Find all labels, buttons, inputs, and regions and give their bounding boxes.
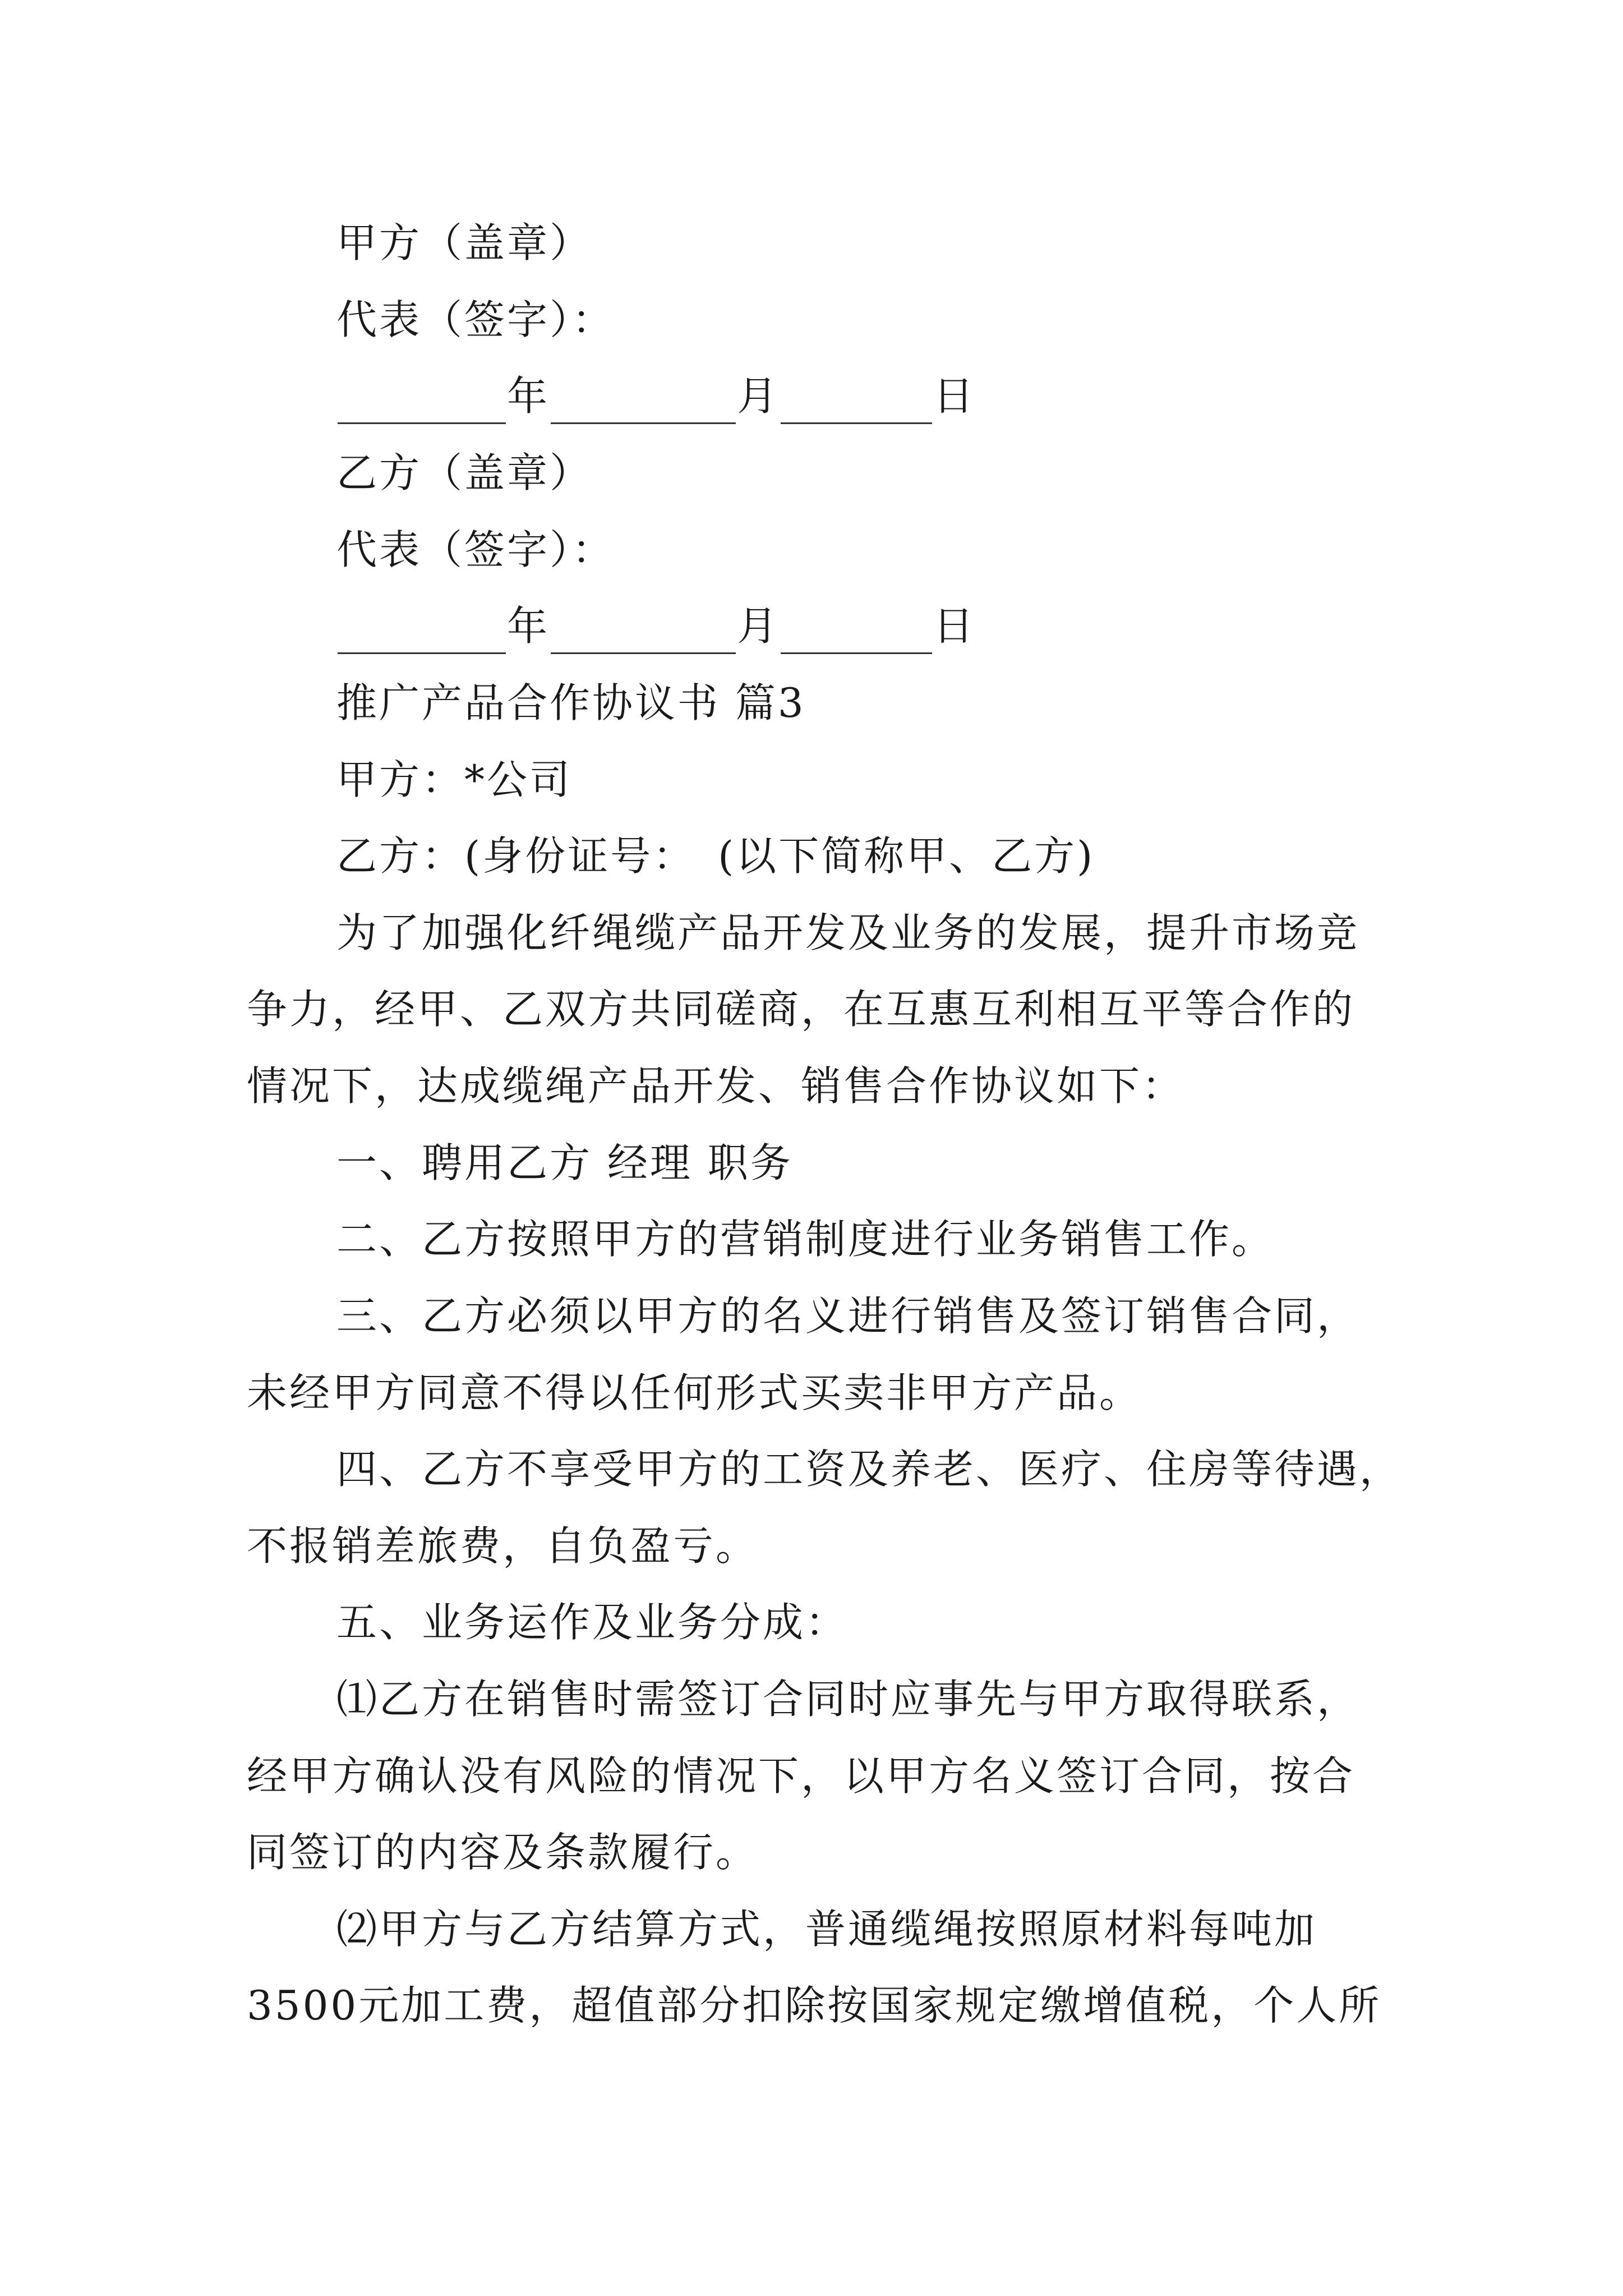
clause-5: 五、业务运作及业务分成： <box>336 1599 849 1646</box>
clause-2: 二、乙方按照甲方的营销制度进行业务销售工作。 <box>336 1216 1275 1263</box>
clause-4-line-1: 四、乙方不享受甲方的工资及养老、医疗、住房等待遇， <box>336 1446 1403 1493</box>
party-b-date-line <box>336 598 1481 654</box>
year-blank <box>338 613 506 654</box>
day-label: 日 <box>933 372 976 420</box>
month-label: 月 <box>737 372 780 420</box>
party-a-seal-line: 甲方（盖章） <box>336 219 593 266</box>
clause-3-line-2: 未经甲方同意不得以任何形式买卖非甲方产品。 <box>247 1369 1142 1416</box>
party-a-line: 甲方：*公司 <box>336 756 573 803</box>
party-b-line: 乙方：(身份证号： (以下简称甲、乙方) <box>336 832 1095 880</box>
intro-line-1: 为了加强化纤绳缆产品开发及业务的发展，提升市场竞 <box>336 909 1360 956</box>
party-b-seal-line: 乙方（盖章） <box>336 449 593 496</box>
intro-line-2: 争力，经甲、乙双方共同磋商，在互惠互利相互平等合作的 <box>247 986 1355 1033</box>
item-1-line-1: ⑴乙方在销售时需签订合同时应事先与甲方取得联系， <box>336 1676 1360 1723</box>
party-a-rep-line: 代表（签字）： <box>336 296 615 343</box>
party-b-rep-line: 代表（签字）： <box>336 526 615 573</box>
day-blank <box>781 383 932 424</box>
year-label: 年 <box>507 602 550 650</box>
month-blank <box>551 383 736 424</box>
item-1-line-2: 经甲方确认没有风险的情况下，以甲方名义签订合同，按合 <box>247 1752 1355 1800</box>
item-2-line-1: ⑵甲方与乙方结算方式，普通缆绳按照原材料每吨加 <box>336 1906 1317 1953</box>
document-title: 推广产品合作协议书 篇3 <box>336 679 806 726</box>
item-1-line-3: 同签订的内容及条款履行。 <box>247 1829 759 1876</box>
clause-4-line-2: 不报销差旅费，自负盈亏。 <box>247 1522 759 1570</box>
month-label: 月 <box>737 602 780 650</box>
item-2-line-2: 3500元加工费，超值部分扣除按国家规定缴增值税，个人所 <box>247 1982 1382 2029</box>
clause-3-line-1: 三、乙方必须以甲方的名义进行销售及签订销售合同， <box>336 1292 1360 1340</box>
day-label: 日 <box>933 602 976 650</box>
intro-line-3: 情况下，达成缆绳产品开发、销售合作协议如下： <box>247 1062 1185 1110</box>
year-label: 年 <box>507 372 550 420</box>
party-a-date-line <box>336 368 1481 424</box>
month-blank <box>551 613 736 654</box>
year-blank <box>338 383 506 424</box>
day-blank <box>781 613 932 654</box>
clause-1: 一、聘用乙方 经理 职务 <box>336 1139 793 1186</box>
